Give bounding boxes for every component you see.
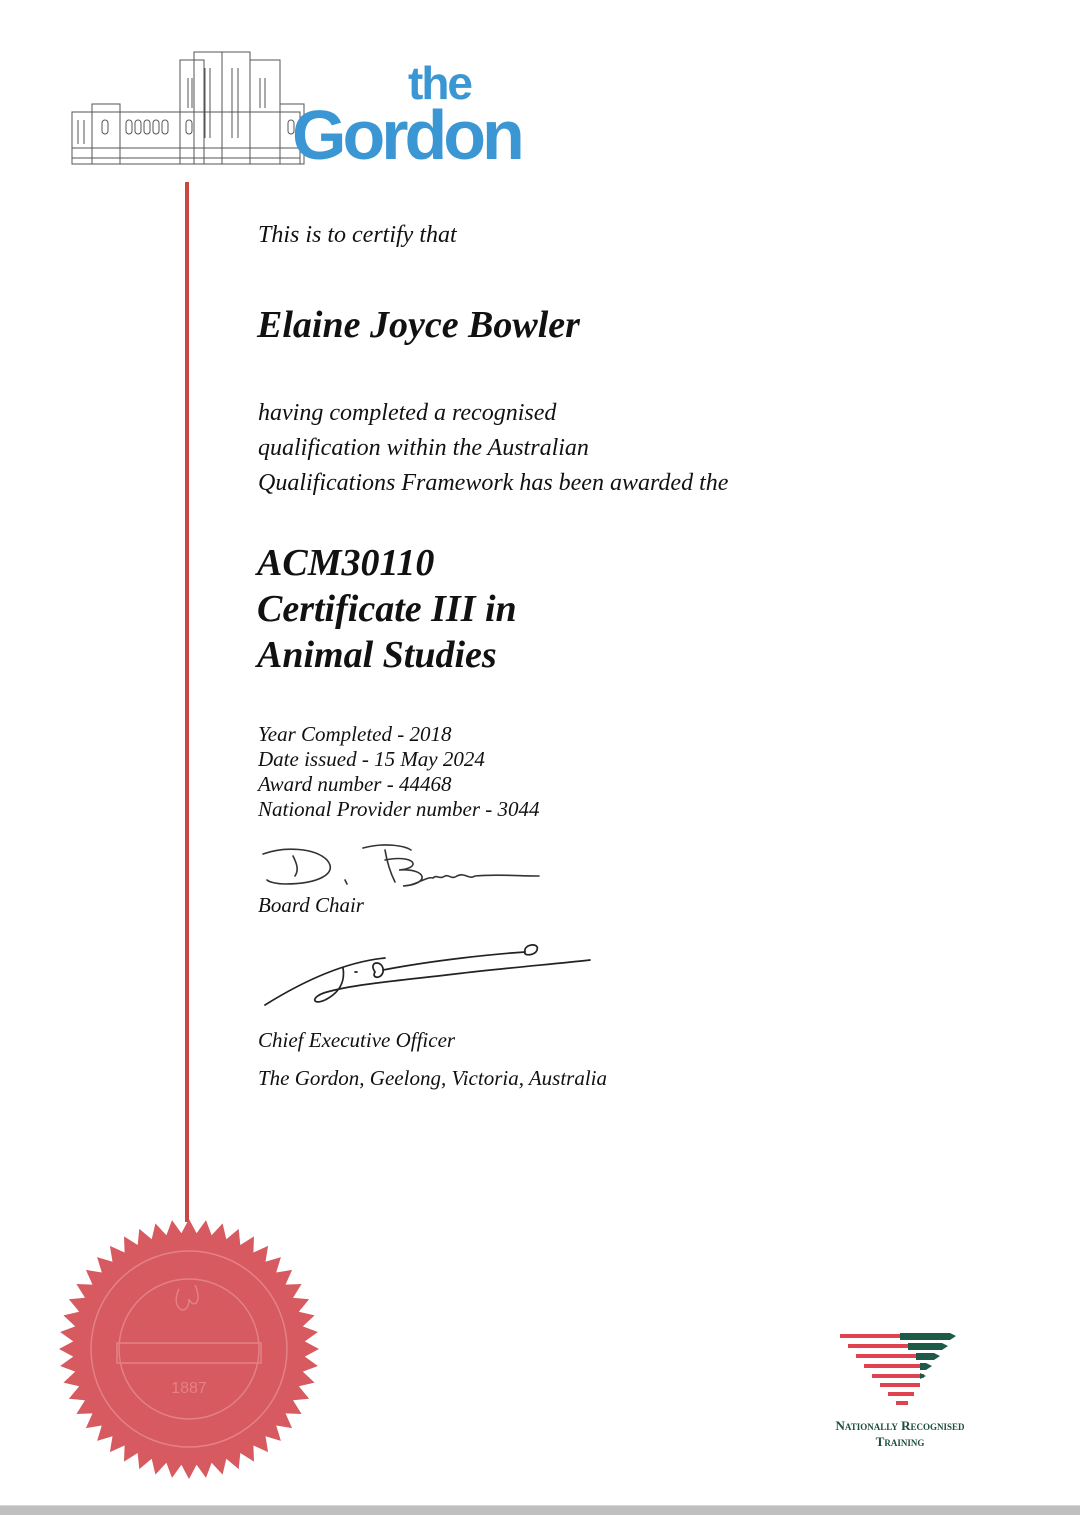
award-statement-line: qualification within the Australian — [258, 435, 589, 461]
red-seal-icon — [58, 1218, 320, 1480]
board-chair-label: Board Chair — [258, 893, 364, 917]
nrt-logo — [820, 1330, 990, 1455]
institution-location: The Gordon, Geelong, Victoria, Australia — [258, 1066, 608, 1090]
qualification-name-line: Certificate III in — [257, 588, 517, 630]
nrt-triangle-icon — [820, 1330, 980, 1410]
nrt-label: Nationally Recognised Training — [835, 1418, 965, 1449]
recipient-name: Elaine Joyce Bowler — [257, 304, 580, 346]
award-number: Award number - 44468 — [258, 772, 452, 796]
svg-text:1887: 1887 — [171, 1380, 207, 1397]
award-statement-line: Qualifications Framework has been awarded the — [258, 470, 729, 496]
logo-text-gordon: Gordon — [292, 96, 521, 174]
building-icon — [70, 48, 310, 168]
year-completed: Year Completed - 2018 — [258, 722, 452, 746]
provider-number: National Provider number - 3044 — [258, 797, 540, 821]
gordon-logo — [70, 48, 530, 174]
qualification-name-line: Animal Studies — [257, 634, 497, 676]
award-statement-line: having completed a recognised — [258, 400, 557, 426]
margin-accent-line — [185, 182, 189, 1222]
award-details — [258, 722, 540, 822]
logo-text-the: the — [408, 57, 471, 109]
signature-ceo-icon — [255, 930, 615, 1015]
award-statement — [258, 396, 728, 501]
qualification-title — [257, 540, 517, 678]
certify-intro: This is to certify that — [258, 222, 457, 248]
signature-board-chair-icon — [255, 840, 555, 900]
qualification-code: ACM30110 — [257, 542, 435, 584]
ceo-label: Chief Executive Officer — [258, 1028, 456, 1052]
date-issued: Date issued - 15 May 2024 — [258, 747, 485, 771]
